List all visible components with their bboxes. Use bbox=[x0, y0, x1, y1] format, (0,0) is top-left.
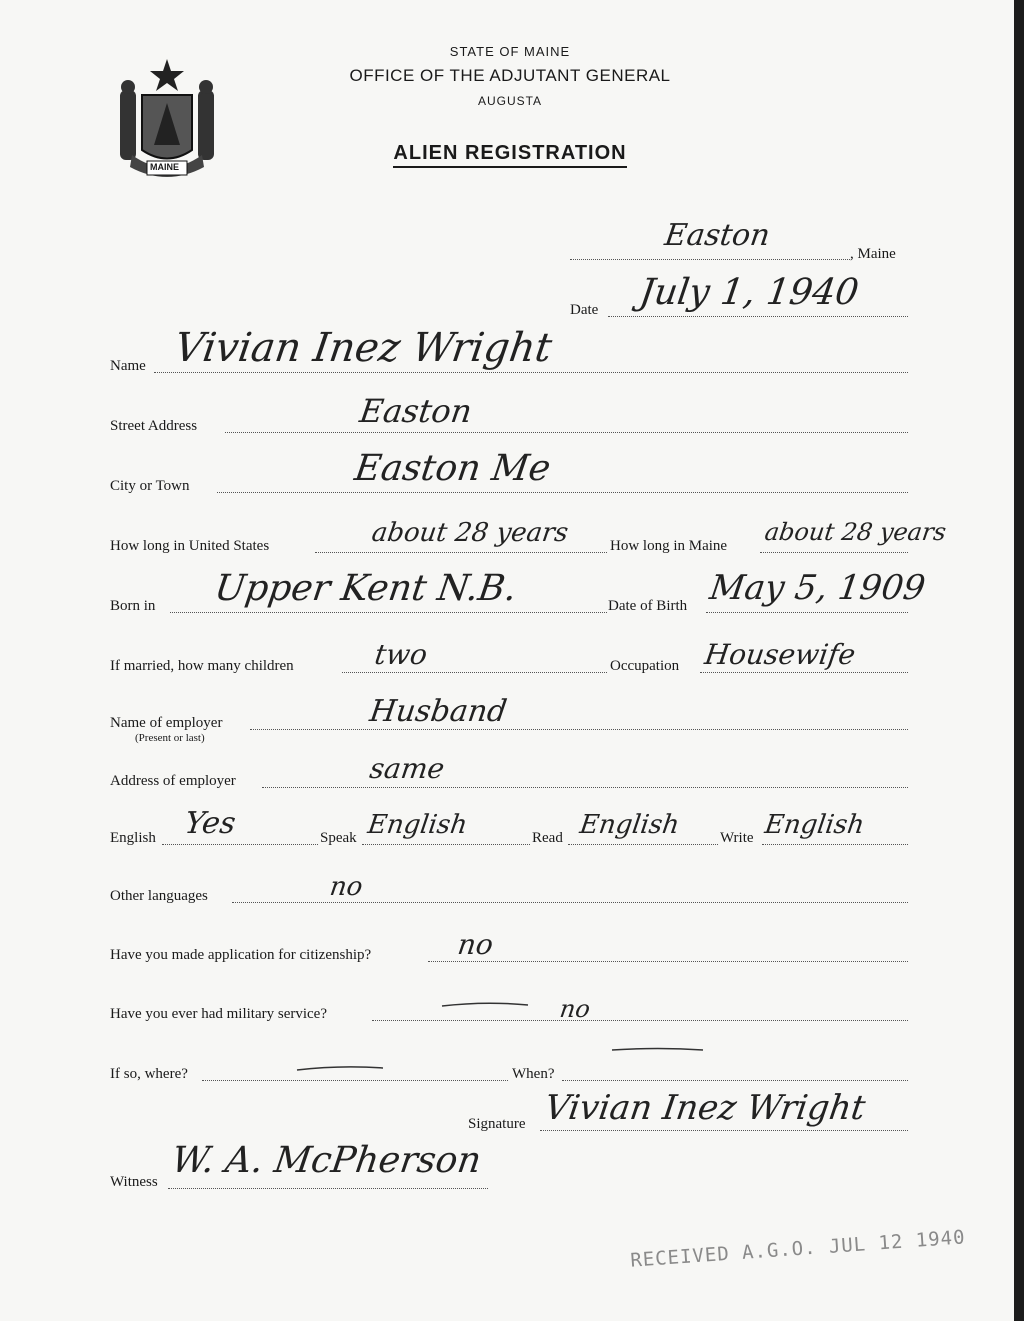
date-value: July 1, 1940 bbox=[637, 272, 862, 313]
name-line bbox=[154, 372, 908, 373]
dob-label: Date of Birth bbox=[608, 598, 688, 614]
witness-value: W. A. McPherson bbox=[169, 1140, 484, 1181]
other-languages-line bbox=[232, 902, 908, 903]
dob-line bbox=[706, 612, 908, 613]
how-long-maine-value: about 28 years bbox=[763, 518, 948, 546]
military-value: no bbox=[558, 995, 592, 1023]
city-line bbox=[217, 492, 908, 493]
born-in-label: Born in bbox=[110, 598, 156, 614]
when-label: When? bbox=[512, 1066, 555, 1082]
received-stamp: RECEIVED A.G.O. JUL 12 1940 bbox=[629, 1226, 967, 1272]
how-long-maine-label: How long in Maine bbox=[610, 538, 728, 554]
children-value: two bbox=[372, 638, 430, 671]
when-dash-mark bbox=[610, 1045, 705, 1055]
where-label: If so, where? bbox=[110, 1066, 188, 1082]
born-in-value: Upper Kent N.B. bbox=[212, 568, 520, 609]
english-line bbox=[162, 844, 318, 845]
employer-address-line bbox=[262, 787, 908, 788]
children-label: If married, how many children bbox=[110, 658, 294, 674]
street-value: Easton bbox=[357, 392, 475, 430]
employer-line bbox=[250, 729, 908, 730]
how-long-us-value: about 28 years bbox=[369, 518, 571, 548]
speak-value: English bbox=[365, 810, 470, 840]
when-line bbox=[562, 1080, 908, 1081]
occupation-value: Housewife bbox=[702, 638, 858, 671]
speak-label: Speak bbox=[320, 830, 357, 846]
signature-line bbox=[540, 1130, 908, 1131]
seal-text: MAINE bbox=[150, 162, 179, 172]
english-value: Yes bbox=[182, 806, 238, 841]
citizenship-value: no bbox=[455, 928, 496, 961]
citizenship-line bbox=[428, 961, 908, 962]
read-label: Read bbox=[532, 830, 563, 846]
header-city: AUGUSTA bbox=[477, 94, 543, 108]
street-label: Street Address bbox=[110, 418, 198, 434]
employer-address-label: Address of employer bbox=[110, 773, 236, 789]
write-value: English bbox=[762, 810, 867, 840]
name-label: Name bbox=[110, 358, 146, 374]
form-title: ALIEN REGISTRATION bbox=[300, 142, 720, 165]
place-suffix: , Maine bbox=[850, 246, 896, 262]
city-label: City or Town bbox=[110, 478, 190, 494]
military-label: Have you ever had military service? bbox=[110, 1006, 327, 1022]
how-long-us-label: How long in United States bbox=[110, 538, 270, 554]
where-line bbox=[202, 1080, 508, 1081]
citizenship-label: Have you made application for citizenship? bbox=[110, 947, 372, 963]
employer-sublabel: (Present or last) bbox=[135, 732, 205, 744]
speak-line bbox=[362, 844, 530, 845]
read-line bbox=[568, 844, 718, 845]
city-value: Easton Me bbox=[352, 448, 554, 489]
english-label: English bbox=[110, 830, 156, 846]
signature-label: Signature bbox=[468, 1116, 526, 1132]
employer-label: Name of employer bbox=[110, 715, 223, 731]
header-state: STATE OF MAINE bbox=[449, 44, 571, 59]
occupation-line bbox=[700, 672, 908, 673]
write-line bbox=[762, 844, 908, 845]
date-line bbox=[608, 316, 908, 317]
how-long-maine-line bbox=[760, 552, 908, 553]
witness-line bbox=[168, 1188, 488, 1189]
children-line bbox=[342, 672, 607, 673]
date-label: Date bbox=[570, 302, 599, 318]
where-dash-mark bbox=[295, 1064, 385, 1074]
born-in-line bbox=[170, 612, 607, 613]
how-long-us-line bbox=[315, 552, 607, 553]
employer-value: Husband bbox=[367, 694, 509, 729]
place-value: Easton bbox=[662, 218, 773, 253]
military-line bbox=[372, 1020, 908, 1021]
header-office: OFFICE OF THE ADJUTANT GENERAL bbox=[349, 66, 671, 85]
name-value: Vivian Inez Wright bbox=[171, 325, 555, 371]
military-dash-mark bbox=[440, 1000, 530, 1010]
read-value: English bbox=[577, 810, 682, 840]
other-languages-label: Other languages bbox=[110, 888, 208, 904]
witness-label: Witness bbox=[110, 1174, 158, 1190]
signature-value: Vivian Inez Wright bbox=[542, 1088, 868, 1128]
place-line bbox=[570, 259, 850, 260]
street-line bbox=[225, 432, 908, 433]
dob-value: May 5, 1909 bbox=[707, 568, 928, 608]
occupation-label: Occupation bbox=[610, 658, 680, 674]
write-label: Write bbox=[720, 830, 754, 846]
scan-edge bbox=[1014, 0, 1024, 1321]
other-languages-value: no bbox=[327, 872, 365, 902]
employer-address-value: same bbox=[367, 752, 447, 785]
